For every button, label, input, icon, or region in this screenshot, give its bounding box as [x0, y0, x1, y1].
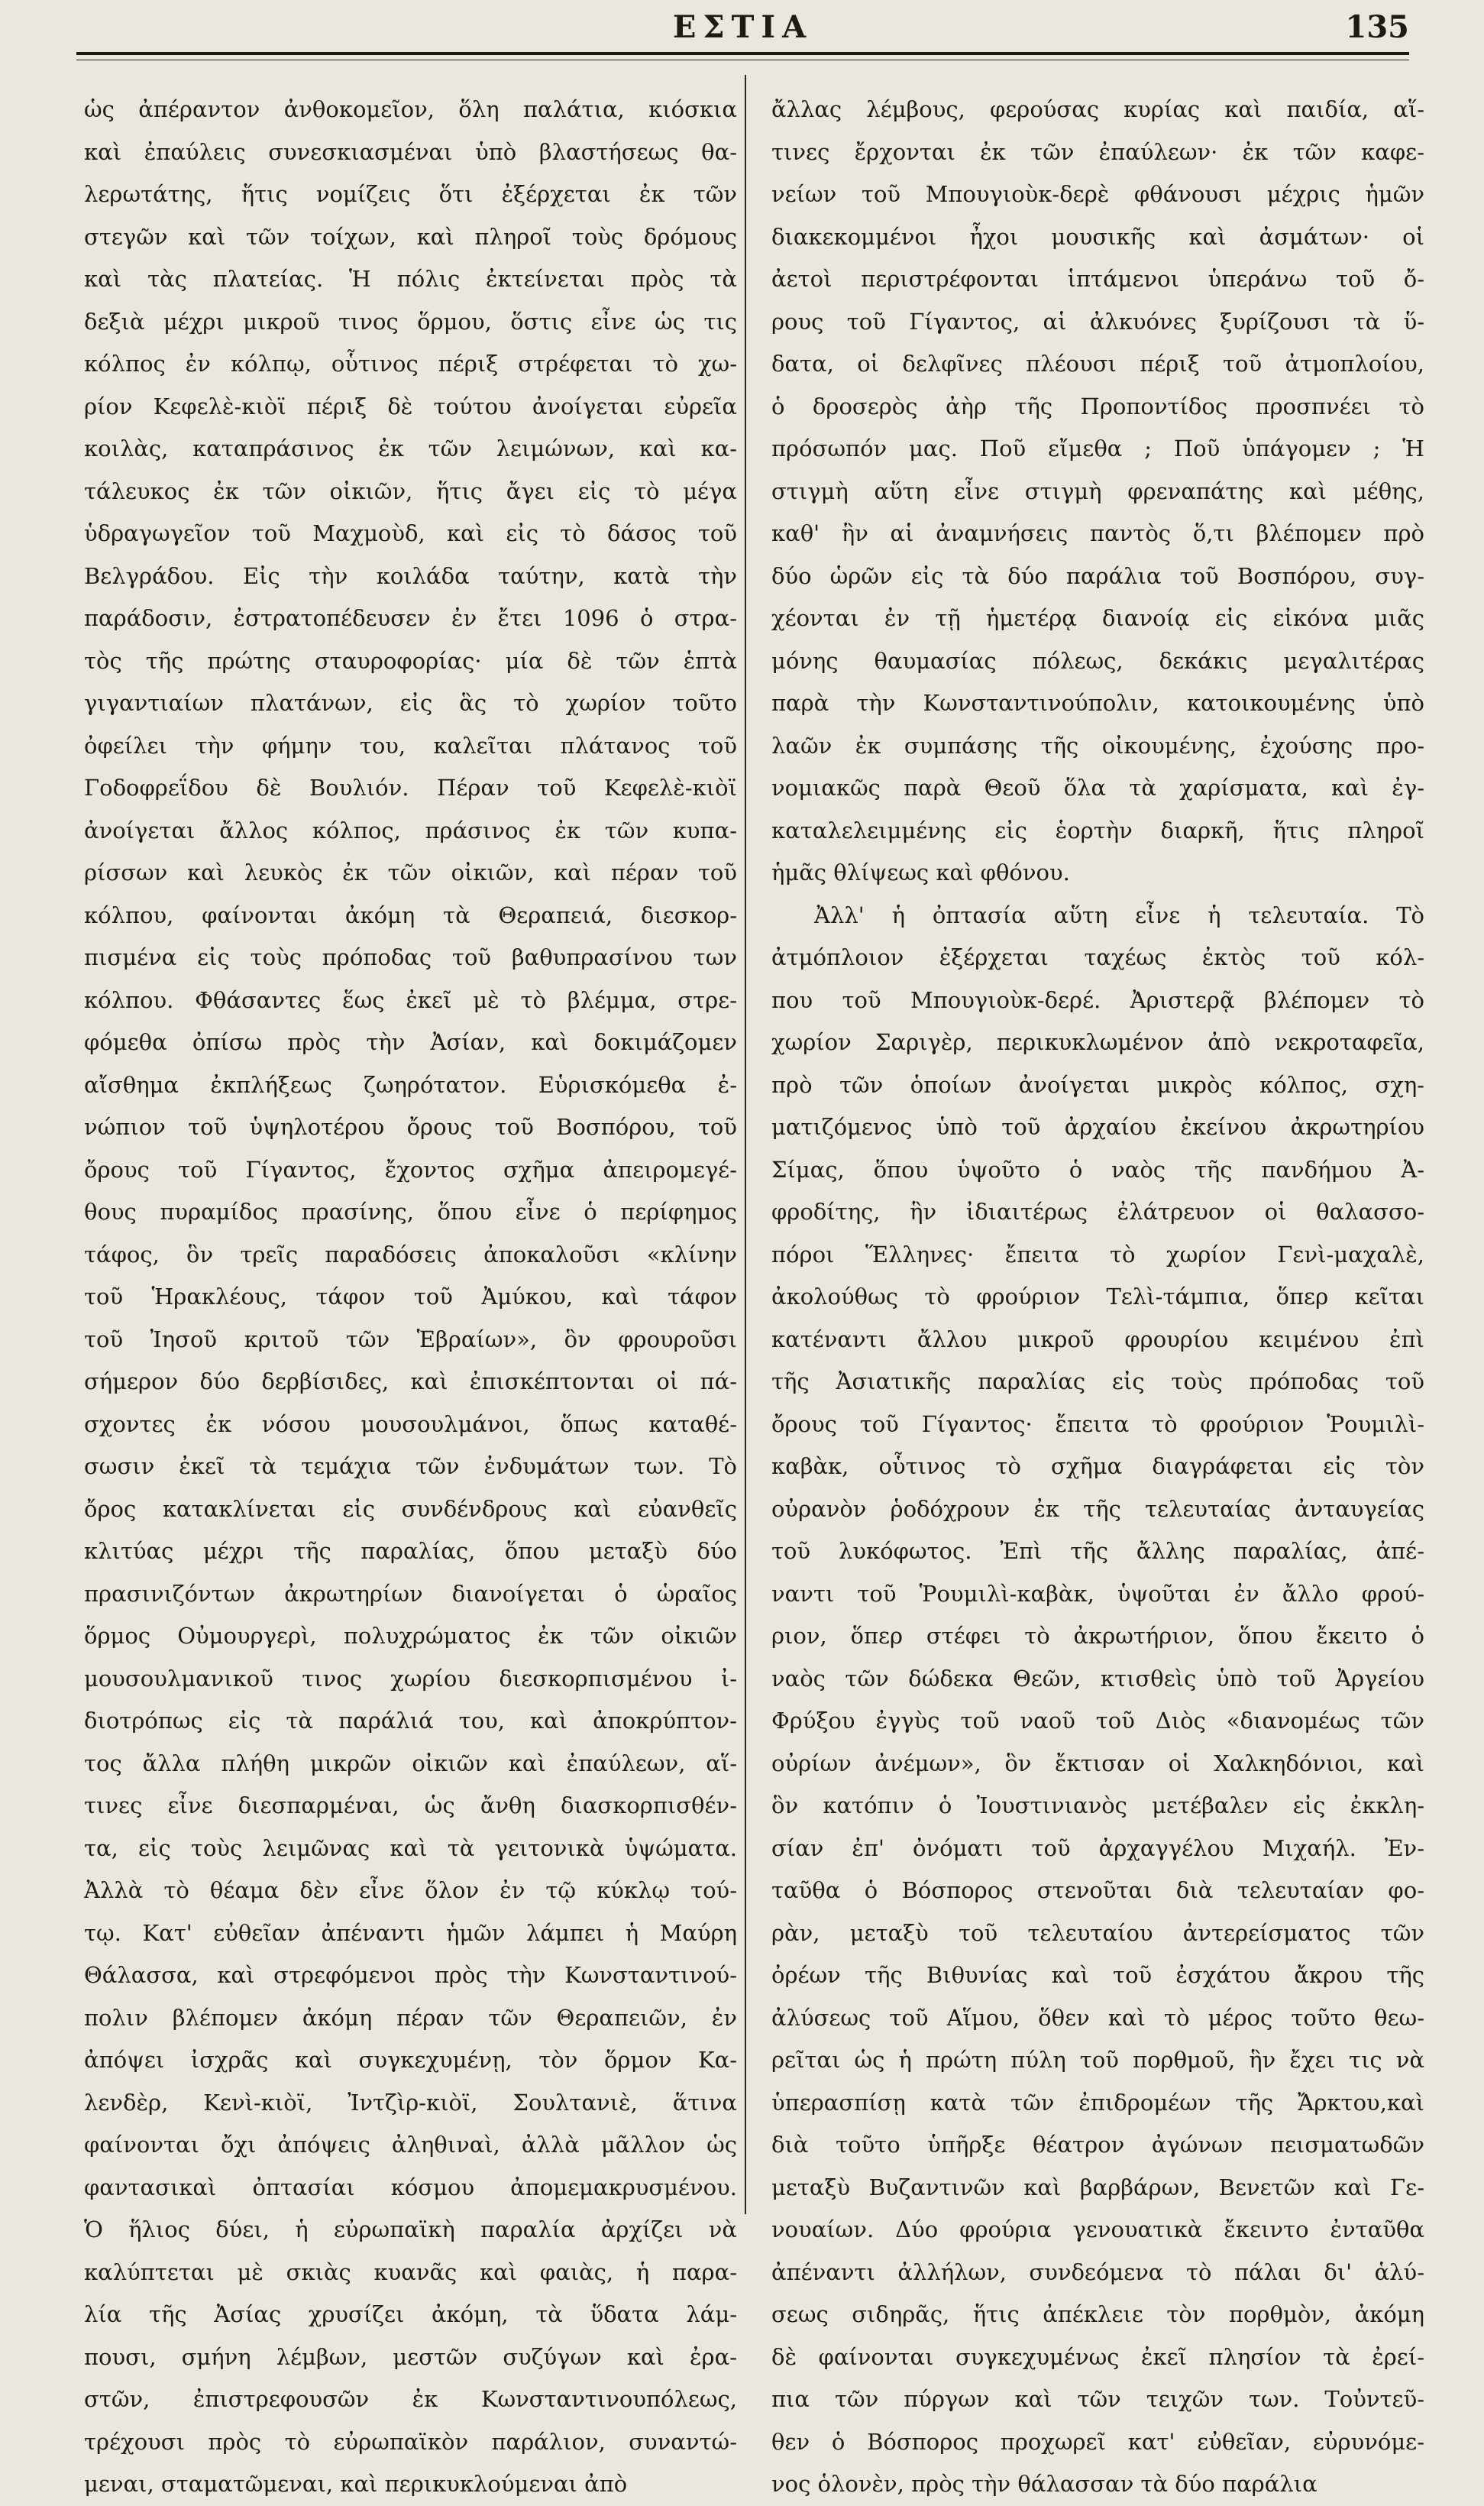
text-line: λερωτάτης, ἥτις νομίζεις ὅτι ἐξέρχεται ἐκ τῶν — [84, 181, 737, 207]
text-line: σήμερον δύο δερβίσιδες, καὶ ἐπισκέπτονται οἱ πά- — [84, 1368, 737, 1394]
text-line: καὶ ἐπαύλεις συνεσκιασμέναι ὑπὸ βλαστήσεως θα- — [84, 138, 737, 165]
text-line: λία τῆς Ἀσίας χρυσίζει ἀκόμη, τὰ ὕδατα λάμ- — [84, 2301, 737, 2327]
text-line: τινες ἔρχονται ἐκ τῶν ἐπαύλεων· ἐκ τῶν καφε- — [771, 138, 1424, 165]
text-line: τα, εἰς τοὺς λειμῶνας καὶ τὰ γειτονικὰ ὑψώματα. — [84, 1834, 737, 1861]
right-column — [771, 89, 1424, 2506]
text-line: χέονται ἐν τῇ ἡμετέρᾳ διανοίᾳ εἰς εἰκόνα μιᾶς — [771, 605, 1424, 631]
text-line: κοιλὰς, καταπράσινος ἐκ τῶν λειμώνων, καὶ κα- — [84, 435, 737, 461]
text-line: ἀνοίγεται ἄλλος κόλπος, πράσινος ἐκ τῶν κυπα- — [84, 817, 737, 843]
text-line: ὃν κατόπιν ὁ Ἰουστινιανὸς μετέβαλεν εἰς ἐκκλη- — [771, 1792, 1424, 1818]
text-line: πισμένα εἰς τοὺς πρόποδας τοῦ βαθυπρασίνου των — [84, 944, 737, 970]
text-line: ὅρμος Οὐμουργερὶ, πολυχρώματος ἐκ τῶν οἰκιῶν — [84, 1623, 737, 1649]
left-column — [84, 89, 737, 2506]
text-line: Σίμας, ὅπου ὑψοῦτο ὁ ναὸς τῆς πανδήμου Ἀ- — [771, 1156, 1424, 1183]
text-line: ταῦθα ὁ Βόσπορος στενοῦται διὰ τελευταίαν φο- — [771, 1877, 1424, 1903]
text-line: ρεῖται ὡς ἡ πρώτη πύλη τοῦ πορθμοῦ, ἣν ἔχει τις νὰ — [771, 2047, 1424, 2073]
text-line: Ὁ ἥλιος δύει, ἡ εὐρωπαϊκὴ παραλία ἀρχίζει νὰ — [84, 2216, 737, 2242]
text-line: νείων τοῦ Μπουγιοὺκ-δερὲ φθάνουσι μέχρις ἡμῶν — [771, 181, 1424, 207]
text-line: ρους τοῦ Γίγαντος, αἱ ἀλκυόνες ξυρίζουσι τὰ ὕ- — [771, 308, 1424, 335]
text-line: στῶν, ἐπιστρεφουσῶν ἐκ Κωνσταντινουπόλεως, — [84, 2386, 737, 2412]
text-line: καταλελειμμένης εἰς ἑορτὴν διαρκῆ, ἥτις πληροῖ — [771, 817, 1424, 843]
text-line: Ἀλλὰ τὸ θέαμα δὲν εἶνε ὅλον ἐν τῷ κύκλῳ τού- — [84, 1877, 737, 1903]
text-line: που τοῦ Μπουγιοὺκ-δερέ. Ἀριστερᾷ βλέπομεν τὸ — [771, 986, 1424, 1013]
text-line: λενδὲρ, Κενὶ-κιὸϊ, Ἰντζὶρ-κιὸϊ, Σουλτανιὲ, ἅτινα — [84, 2089, 737, 2116]
text-line: δεξιὰ μέχρι μικροῦ τινος ὅρμου, ὅστις εἶνε ὡς τις — [84, 308, 737, 335]
text-line: Γοδοφρεΐδου δὲ Βουλιόν. Πέραν τοῦ Κεφελὲ-κιὸϊ — [84, 775, 737, 801]
text-line: νώπιον τοῦ ὑψηλοτέρου ὄρους τοῦ Βοσπόρου, τοῦ — [84, 1114, 737, 1140]
text-line: μεναι, σταματῶμεναι, καὶ περικυκλούμεναι ἀπὸ — [84, 2471, 628, 2497]
text-line: ἀτμόπλοιον ἐξέρχεται ταχέως ἐκτὸς τοῦ κόλ- — [771, 944, 1424, 970]
text-line: λαῶν ἐκ συμπάσης τῆς οἰκουμένης, ἐχούσης προ- — [771, 732, 1424, 759]
text-line: φροδίτης, ἣν ἰδιαιτέρως ἐλάτρευον οἱ θαλασσο- — [771, 1199, 1424, 1225]
text-line: ἀπόψει ἰσχρᾶς καὶ συγκεχυμένῃ, τὸν ὅρμον Κα- — [84, 2047, 737, 2073]
text-line: πουσι, σμήνη λέμβων, μεστῶν συζύγων καὶ ἐρα- — [84, 2343, 737, 2370]
text-line: καβὰκ, οὗτινος τὸ σχῆμα διαγράφεται εἰς τὸν — [771, 1453, 1424, 1479]
text-line: παράδοσιν, ἐστρατοπέδευσεν ἐν ἔτει 1096 ὁ στρα- — [84, 605, 737, 631]
text-line: φαίνονται ὄχι ἀπόψεις ἀληθιναὶ, ἀλλὰ μᾶλλον ὡς — [84, 2132, 737, 2158]
text-line: δατα, οἱ δελφῖνες πλέουσι πέριξ τοῦ ἀτμοπλοίου, — [771, 351, 1424, 377]
text-line: χωρίον Σαριγὲρ, περικυκλωμένον ἀπὸ νεκροταφεῖα, — [771, 1029, 1424, 1055]
text-line: διὰ τοῦτο ὑπῆρξε θέατρον ἀγώνων πεισματωδῶν — [771, 2132, 1424, 2158]
running-title: ΕΣΤΙΑ — [672, 9, 813, 45]
text-line: τάφος, ὃν τρεῖς παραδόσεις ἀποκαλοῦσι «κλίνην — [84, 1241, 737, 1268]
text-line: ὁ δροσερὸς ἀὴρ τῆς Προποντίδος προσπνέει τὸ — [771, 393, 1424, 419]
text-line: τρέχουσι πρὸς τὸ εὐρωπαϊκὸν παράλιον, συναντώ- — [84, 2428, 737, 2455]
text-line: οὐρανὸν ῥοδόχρουν ἐκ τῆς τελευταίας ἀνταυγείας — [771, 1495, 1424, 1522]
text-line: φόμεθα ὀπίσω πρὸς τὴν Ἀσίαν, καὶ δοκιμάζομεν — [84, 1029, 737, 1055]
text-line: σεως σιδηρᾶς, ἥτις ἀπέκλειε τὸν πορθμὸν, ἀκόμη — [771, 2301, 1424, 2327]
text-line: κόλπος ἐν κόλπῳ, οὗτινος πέριξ στρέφεται τὸ χω- — [84, 351, 737, 377]
text-line: ριον, ὅπερ στέφει τὸ ἀκρωτήριον, ὅπου ἔκειτο ὁ — [771, 1623, 1424, 1649]
text-line: νομιακῶς παρὰ Θεοῦ ὅλα τὰ χαρίσματα, καὶ ἐγ- — [771, 775, 1424, 801]
text-line: στιγμὴ αὕτη εἶνε στιγμὴ φρεναπάτης καὶ μέθης, — [771, 478, 1424, 504]
text-line: ἀετοὶ περιστρέφονται ἱπτάμενοι ὑπεράνω τοῦ ὄ- — [771, 266, 1424, 292]
text-line: ὡς ἀπέραντον ἀνθοκομεῖον, ὅλη παλάτια, κιόσκια — [84, 96, 737, 122]
text-line: Θάλασσα, καὶ στρεφόμενοι πρὸς τὴν Κωνσταντινού- — [84, 1962, 737, 1988]
text-line: θους πυραμίδος πρασίνης, ὅπου εἶνε ὁ περίφημος — [84, 1199, 737, 1225]
text-line: οὐρίων ἀνέμων», ὃν ἔκτισαν οἱ Χαλκηδόνιοι, καὶ — [771, 1750, 1424, 1776]
text-line: πολιν βλέπομεν ἀκόμη πέραν τῶν Θεραπειῶν, ἐν — [84, 2004, 737, 2031]
text-line: ἀκολούθως τὸ φρούριον Τελὶ-τάμπια, ὅπερ κεῖται — [771, 1284, 1424, 1310]
text-line: τάλευκος ἐκ τῶν οἰκιῶν, ἥτις ἄγει εἰς τὸ μέγα — [84, 478, 737, 504]
text-line: ρίον Κεφελὲ-κιὸϊ πέριξ δὲ τούτου ἀνοίγεται εὐρεῖα — [84, 393, 737, 419]
text-line: θεν ὁ Βόσπορος προχωρεῖ κατ' εὐθεῖαν, εὐρυνόμε- — [771, 2428, 1424, 2455]
text-line: αἴσθημα ἐκπλήξεως ζωηρότατον. Εὑρισκόμεθα ἐ- — [84, 1071, 737, 1098]
text-line: καλύπτεται μὲ σκιὰς κυανᾶς καὶ φαιὰς, ἡ παρα- — [84, 2258, 737, 2285]
text-line: νος ὁλονὲν, πρὸς τὴν θάλασσαν τὰ δύο παράλια — [771, 2471, 1317, 2497]
text-line: γιγαντιαίων πλατάνων, εἰς ἃς τὸ χωρίον τοῦτο — [84, 690, 737, 716]
text-line: τινες εἶνε διεσπαρμέναι, ὡς ἄνθη διασκορπισθέν- — [84, 1792, 737, 1818]
text-line: τὸς τῆς πρώτης σταυροφορίας· μία δὲ τῶν ἑπτὰ — [84, 647, 737, 674]
text-line: Ἀλλ' ἡ ὀπτασία αὕτη εἶνε ἡ τελευταία. Τὸ — [814, 902, 1424, 928]
text-line: ὀρέων τῆς Βιθυνίας καὶ τοῦ ἐσχάτου ἄκρου τῆς — [771, 1962, 1424, 1988]
text-line: δύο ὡρῶν εἰς τὰ δύο παράλια τοῦ Βοσπόρου, συγ- — [771, 562, 1424, 589]
text-line: κλιτύας μέχρι τῆς παραλίας, ὅπου μεταξὺ δύο — [84, 1538, 737, 1564]
text-line: ἡμᾶς θλίψεως καὶ φθόνου. — [771, 860, 1070, 886]
page-number: 135 — [1345, 9, 1409, 45]
text-line: φαντασικαὶ ὀπτασίαι κόσμου ἀπομεμακρυσμένου. — [84, 2174, 737, 2200]
text-line: ὑπερασπίσῃ κατὰ τῶν ἐπιδρομέων τῆς Ἄρκτου,καὶ — [771, 2089, 1424, 2116]
text-line: ὀφείλει τὴν φήμην του, καλεῖται πλάτανος τοῦ — [84, 732, 737, 759]
text-line: σχοντες ἐκ νόσου μουσουλμάνοι, ὅπως καταθέ- — [84, 1410, 737, 1437]
text-line: στεγῶν καὶ τῶν τοίχων, καὶ πληροῖ τοὺς δρόμους — [84, 223, 737, 250]
text-line: τοῦ λυκόφωτος. Ἐπὶ τῆς ἄλλης παραλίας, ἀπέ- — [771, 1538, 1424, 1564]
text-line: σωσιν ἐκεῖ τὰ τεμάχια τῶν ἐνδυμάτων των. Τὸ — [84, 1453, 737, 1479]
text-line: ἄλλας λέμβους, φερούσας κυρίας καὶ παιδία, αἵ- — [771, 96, 1424, 122]
text-line: τοῦ Ἡρακλέους, τάφον τοῦ Ἀμύκου, καὶ τάφον — [84, 1284, 737, 1310]
text-line: ὄρους τοῦ Γίγαντος, ἔχοντος σχῆμα ἀπειρομεγέ- — [84, 1156, 737, 1183]
text-line: πρόσωπόν μας. Ποῦ εἴμεθα ; Ποῦ ὑπάγομεν ; Ἡ — [771, 435, 1424, 461]
text-line: Βελγράδου. Εἰς τὴν κοιλάδα ταύτην, κατὰ τὴν — [84, 562, 737, 589]
text-line: ἀπέναντι ἀλλήλων, συνδεόμενα τὸ πάλαι δι' ἁλύ- — [771, 2258, 1424, 2285]
text-line: καὶ τὰς πλατείας. Ἡ πόλις ἐκτείνεται πρὸς τὰ — [84, 266, 737, 292]
text-line: πρασινιζόντων ἀκρωτηρίων διανοίγεται ὁ ὡραῖος — [84, 1580, 737, 1607]
text-line: μεταξὺ Βυζαντινῶν καὶ βαρβάρων, Βενετῶν καὶ Γε- — [771, 2174, 1424, 2200]
text-line: νουαίων. Δύο φρούρια γενουατικὰ ἔκειντο ἐνταῦθα — [771, 2216, 1424, 2242]
text-line: πια τῶν πύργων καὶ τῶν τειχῶν των. Τοὐντεῦ- — [771, 2386, 1424, 2412]
text-line: δὲ φαίνονται συγκεχυμένως ἐκεῖ πλησίον τὰ ἐρεί- — [771, 2343, 1424, 2370]
text-line: διακεκομμένοι ἦχοι μουσικῆς καὶ ἀσμάτων· οἱ — [771, 223, 1424, 250]
text-line: πόροι Ἕλληνες· ἔπειτα τὸ χωρίον Γενὶ-μαχαλὲ, — [771, 1241, 1424, 1268]
text-line: σίαν ἐπ' ὀνόματι τοῦ ἀρχαγγέλου Μιχαήλ. Ἐν- — [771, 1834, 1424, 1861]
text-line: μουσουλμανικοῦ τινος χωρίου διεσκορπισμένου ἰ- — [84, 1665, 737, 1692]
text-line: τος ἄλλα πλήθη μικρῶν οἰκιῶν καὶ ἐπαύλεων, αἵ- — [84, 1750, 737, 1776]
text-line: τῆς Ἀσιατικῆς παραλίας εἰς τοὺς πρόποδας τοῦ — [771, 1368, 1424, 1394]
text-line: παρὰ τὴν Κωνσταντινούπολιν, κατοικουμένης ὑπὸ — [771, 690, 1424, 716]
text-line: ρίσσων καὶ λευκὸς ἐκ τῶν οἰκιῶν, καὶ πέραν τοῦ — [84, 860, 737, 886]
text-line: διοτρόπως εἰς τὰ παράλιά του, καὶ ἀποκρύπτον- — [84, 1708, 737, 1734]
column-divider — [745, 75, 746, 2214]
text-line: ὑδραγωγεῖον τοῦ Μαχμοὺδ, καὶ εἰς τὸ δάσος τοῦ — [84, 520, 737, 546]
header-rule — [76, 52, 1409, 55]
text-line: ὄρος κατακλίνεται εἰς συνδένδρους καὶ εὐανθεῖς — [84, 1495, 737, 1522]
text-line: ἀλύσεως τοῦ Αἵμου, ὅθεν καὶ τὸ μέρος τοῦτο θεω- — [771, 2004, 1424, 2031]
text-line: ρὰν, μεταξὺ τοῦ τελευταίου ἀντερείσματος τῶν — [771, 1919, 1424, 1946]
text-line: τοῦ Ἰησοῦ κριτοῦ τῶν Ἑβραίων», ὃν φρουροῦσι — [84, 1326, 737, 1352]
text-line: ναντι τοῦ Ῥουμιλὶ-καβὰκ, ὑψοῦται ἐν ἄλλο φρού- — [771, 1580, 1424, 1607]
text-line: κατέναντι ἄλλου μικροῦ φρουρίου κειμένου ἐπὶ — [771, 1326, 1424, 1352]
text-line: πρὸ τῶν ὁποίων ἀνοίγεται μικρὸς κόλπος, σχη- — [771, 1071, 1424, 1098]
text-line: ναὸς τῶν δώδεκα Θεῶν, κτισθεὶς ὑπὸ τοῦ Ἀργείου — [771, 1665, 1424, 1692]
page-header — [76, 9, 1409, 55]
text-line: μόνης θαυμασίας πόλεως, δεκάκις μεγαλιτέρας — [771, 647, 1424, 674]
text-line: κόλπου, φαίνονται ἀκόμη τὰ Θεραπειά, διεσκορ- — [84, 902, 737, 928]
text-line: κόλπου. Φθάσαντες ἕως ἐκεῖ μὲ τὸ βλέμμα, στρε- — [84, 986, 737, 1013]
text-line: ματιζόμενος ὑπὸ τοῦ ἀρχαίου ἐκείνου ἀκρωτηρίου — [771, 1114, 1424, 1140]
text-line: τῳ. Κατ' εὐθεῖαν ἀπέναντι ἡμῶν λάμπει ἡ Μαύρη — [84, 1919, 737, 1946]
text-line: ὄρους τοῦ Γίγαντος· ἔπειτα τὸ φρούριον Ῥουμιλὶ- — [771, 1410, 1424, 1437]
text-line: Φρύξου ἐγγὺς τοῦ ναοῦ τοῦ Διὸς «διανομέως τῶν — [771, 1708, 1424, 1734]
text-line: καθ' ἣν αἱ ἀναμνήσεις παντὸς ὅ,τι βλέπομεν πρὸ — [771, 520, 1424, 546]
